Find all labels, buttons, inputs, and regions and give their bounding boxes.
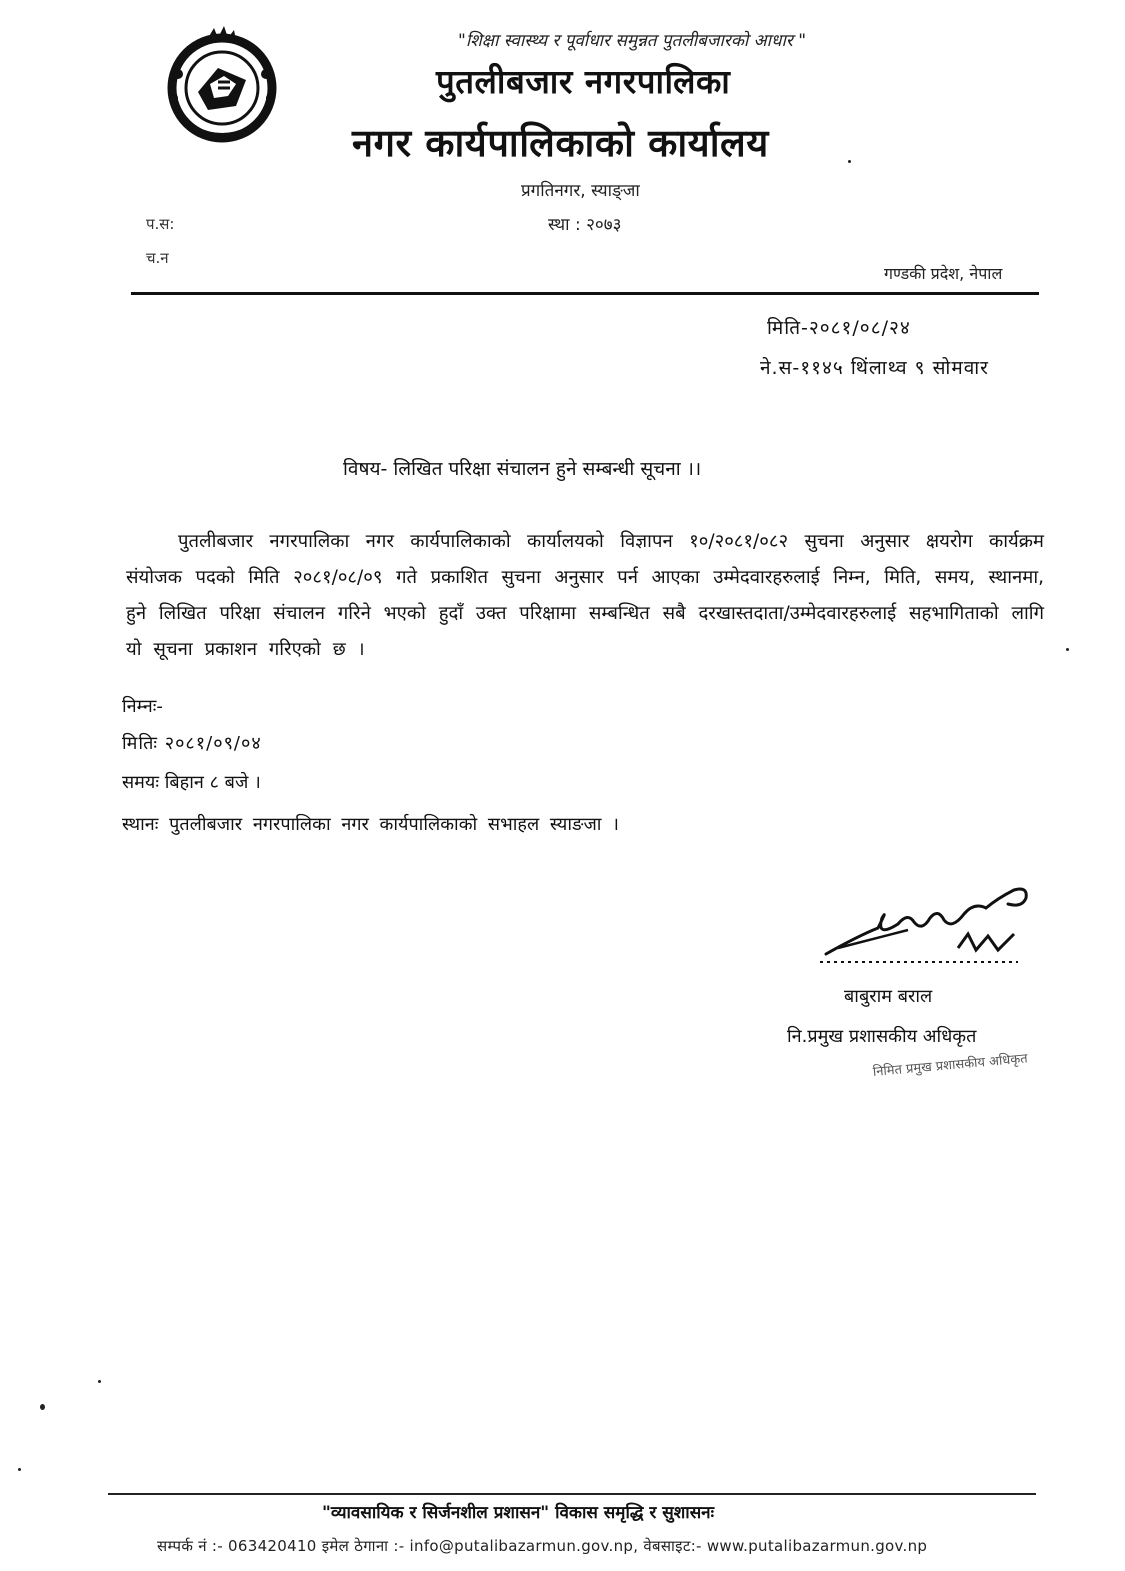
office-address: प्रगतिनगर, स्याङ्जा <box>521 181 640 201</box>
bs-date: मिति-२०८१/०८/२४ <box>767 317 911 339</box>
scan-speck <box>848 160 851 163</box>
municipality-emblem-icon <box>158 22 286 144</box>
footer-contact: सम्पर्क नं :- 063420410 इमेल ठेगाना :- info@putalibazarmun.gov.np, वेबसाइट:- www.putalibazarmun.gov.np <box>157 1537 928 1555</box>
notice-subject: विषय- लिखित परिक्षा संचालन हुने सम्बन्धी सूचना ।। <box>343 458 702 480</box>
scan-speck <box>98 1380 101 1383</box>
province-label: गण्डकी प्रदेश, नेपाल <box>884 264 1003 283</box>
ns-date: ने.स-११४५ थिंलाथ्व ९ सोमवार <box>760 357 989 379</box>
scan-speck <box>1066 648 1069 651</box>
notice-body: पुतलीबजार नगरपालिका नगर कार्यपालिकाको कार्यालयको विज्ञापन १०/२०८१/०८२ सुचना अनुसार क्षयरोग कार्यक्रम संयोजक पदको मिति २०८१/०८/०९ गते प्रकाशित सुचना अनुसार पर्न आएका उम्मेदवारहरुलाई निम्न, मिति, समय, स्थानमा, हुने लिखित परिक्षा संचालन गरिने भएको हुदाँ उक्त परिक्षामा सम्बन्धित सबै दरखास्तदाता/उम्मेदवारहरुलाई सहभागिताको लागि यो सूचना प्रकाशन गरिएको छ । <box>126 531 1044 660</box>
dispatch-number-label: च.न <box>146 249 169 267</box>
exam-date: मितिः २०८१/०९/०४ <box>122 733 262 754</box>
signatory-name: बाबुराम बराल <box>844 986 933 1007</box>
exam-time: समयः बिहान ८ बजे । <box>122 772 261 793</box>
header-divider <box>131 292 1039 295</box>
organization-name: पुतलीबजार नगरपालिका <box>436 62 731 101</box>
letterhead-slogan: "शिक्षा स्वास्थ्य र पूर्वाधार समुन्नत पुतलीबजारको आधार " <box>458 31 807 51</box>
details-heading: निम्नः- <box>122 696 163 717</box>
scan-speck <box>40 1404 45 1410</box>
footer-slogan: "व्यावसायिक र सिर्जनशील प्रशासन" विकास समृद्धि र सुशासनः <box>322 1503 715 1523</box>
office-name: नगर कार्यपालिकाको कार्यालय <box>352 121 769 165</box>
letter-number-label: प.स: <box>146 215 175 233</box>
scan-speck <box>18 1468 21 1471</box>
signatory-stamp-note: निमित प्रमुख प्रशासकीय अधिकृत <box>872 1051 1029 1080</box>
footer-divider <box>108 1493 1036 1495</box>
exam-venue: स्थानः पुतलीबजार नगरपालिका नगर कार्यपालिकाको सभाहल स्याङजा । <box>122 814 620 835</box>
signatory-title: नि.प्रमुख प्रशासकीय अधिकृत <box>787 1026 977 1047</box>
signature-icon <box>818 878 1038 970</box>
established-year: स्था : २०७३ <box>548 215 622 235</box>
